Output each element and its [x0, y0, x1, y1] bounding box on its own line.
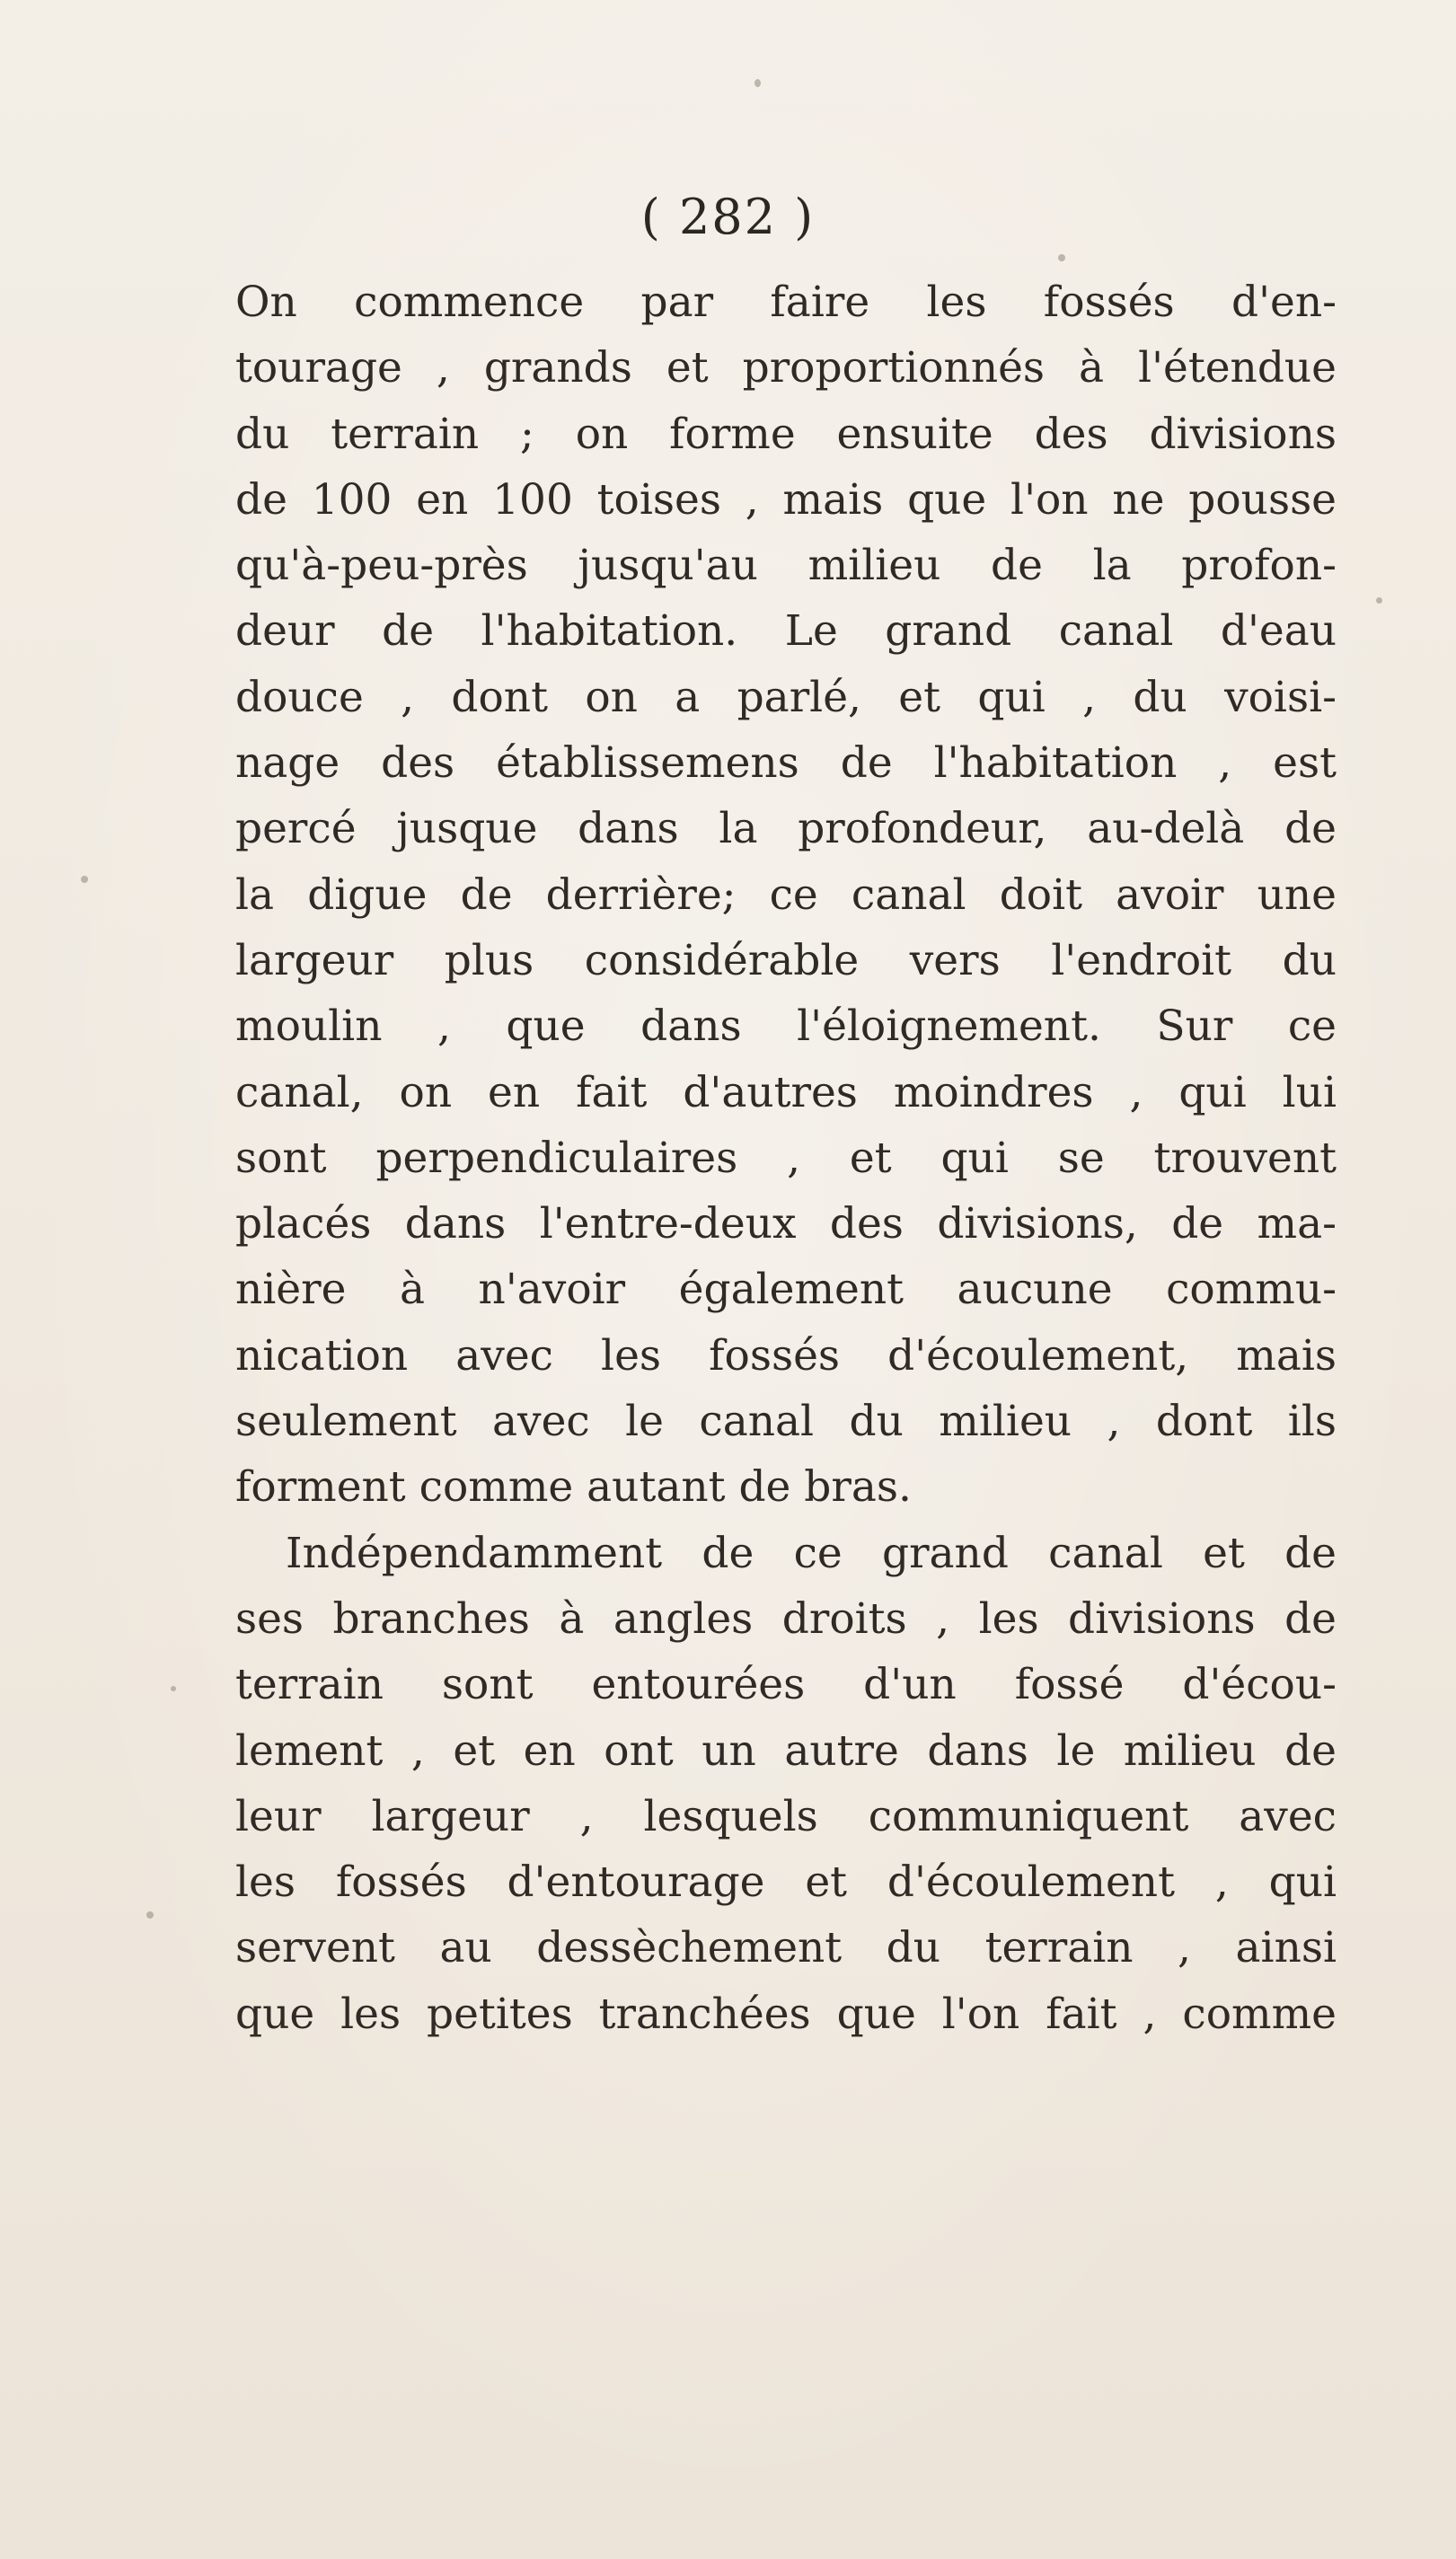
page-number: ( 282 )	[640, 189, 816, 245]
text-line: nication avec les fossés d'écoulement, mais	[235, 1330, 1337, 1381]
text-line: du terrain ; on forme ensuite des divisions	[235, 409, 1337, 459]
text-line: deur de l'habitation. Le grand canal d'eau	[235, 606, 1337, 657]
text-line: de 100 en 100 toises , mais que l'on ne pousse	[235, 474, 1337, 525]
text-line: tourage , grands et proportionnés à l'étendue	[235, 343, 1337, 393]
text-line: lement , et en ont un autre dans le milieu de	[235, 1725, 1337, 1776]
text-line: sont perpendiculaires , et qui se trouvent	[235, 1133, 1337, 1183]
paper-speck	[171, 1686, 176, 1691]
paper-speck	[754, 79, 761, 87]
text-line: percé jusque dans la profondeur, au-delà de	[235, 804, 1337, 854]
paper-speck	[81, 876, 88, 883]
text-line: terrain sont entourées d'un fossé d'écou-	[235, 1660, 1337, 1710]
text-line: douce , dont on a parlé, et qui , du voisi-	[235, 672, 1337, 722]
paper-speck	[1376, 597, 1382, 604]
text-line: servent au dessèchement du terrain , ainsi	[235, 1923, 1337, 1973]
text-line: moulin , que dans l'éloignement. Sur ce	[235, 1002, 1337, 1052]
paper-speck	[146, 1911, 154, 1919]
text-line: nière à n'avoir également aucune commu-	[235, 1265, 1337, 1315]
text-line: la digue de derrière; ce canal doit avoir une	[235, 869, 1337, 920]
text-line: On commence par faire les fossés d'en-	[235, 278, 1337, 327]
text-line: seulement avec le canal du milieu , dont ils	[235, 1397, 1337, 1447]
text-line: leur largeur , lesquels communiquent avec	[235, 1791, 1337, 1841]
text-line: canal, on en fait d'autres moindres , qui lui	[235, 1067, 1337, 1117]
paragraph-end-line: forment comme autant de bras.	[235, 1462, 912, 1513]
text-line: les fossés d'entourage et d'écoulement , qui	[235, 1857, 1337, 1908]
paragraph-start-line: Indépendamment de ce grand canal et de	[286, 1528, 1337, 1578]
text-line: nage des établissemens de l'habitation , est	[235, 738, 1337, 789]
paper-speck	[1058, 254, 1065, 261]
body-text	[235, 269, 1337, 2047]
text-line: que les petites tranchées que l'on fait , comme	[235, 1989, 1337, 2039]
text-line: ses branches à angles droits , les divisions de	[235, 1593, 1337, 1644]
text-line: qu'à-peu-près jusqu'au milieu de la profon-	[235, 541, 1337, 591]
text-line: largeur plus considérable vers l'endroit du	[235, 935, 1337, 985]
text-line: placés dans l'entre-deux des divisions, de ma-	[235, 1199, 1337, 1249]
